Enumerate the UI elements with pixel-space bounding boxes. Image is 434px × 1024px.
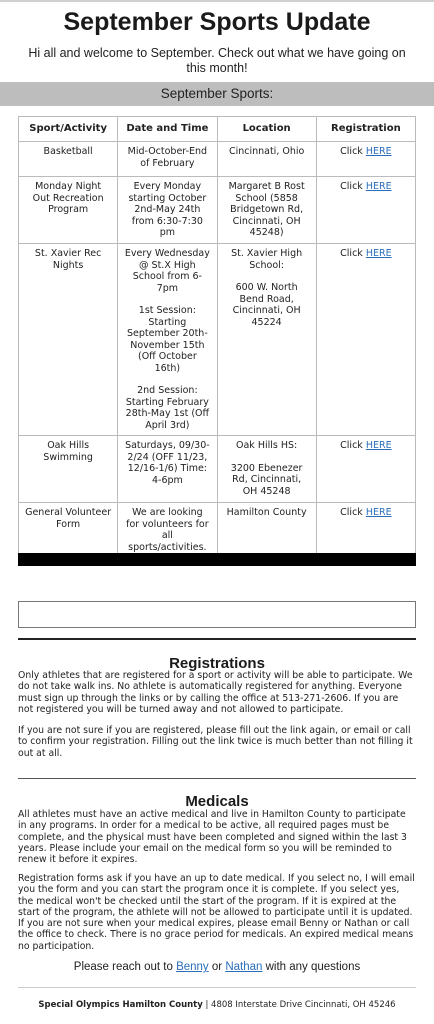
sport-cell: General Volunteer Form bbox=[19, 503, 118, 558]
date-cell bbox=[118, 503, 217, 558]
top-divider bbox=[0, 0, 434, 2]
register-link-monday-night[interactable]: HERE bbox=[365, 181, 392, 192]
click-label: Click bbox=[340, 507, 366, 518]
section-band: September Sports: bbox=[0, 82, 434, 106]
date-cell bbox=[118, 177, 217, 244]
column-header-sport: Sport/Activity bbox=[19, 117, 118, 142]
click-label: Click bbox=[340, 181, 366, 192]
sports-table bbox=[18, 116, 416, 558]
table-header-row bbox=[19, 117, 416, 142]
click-label: Click bbox=[340, 440, 366, 451]
click-label: Click bbox=[340, 248, 366, 259]
section-divider bbox=[18, 778, 416, 779]
column-header-location: Location bbox=[217, 117, 316, 142]
location-line: 3200 Ebenezer Rd, Cincinnati, OH 45248 bbox=[230, 462, 303, 497]
location-line: Cincinnati, Ohio bbox=[228, 146, 305, 157]
date-line: Saturdays, 09/30-2/24 (OFF 11/23, 12/16-1/6) Time: 4-6pm bbox=[125, 440, 210, 486]
register-link-basketball[interactable]: HERE bbox=[365, 146, 392, 157]
date-line: We are looking for volunteers for all sports/activities. bbox=[126, 507, 209, 553]
sport-cell: Basketball bbox=[19, 142, 118, 177]
date-cell bbox=[118, 244, 217, 436]
page-title: September Sports Update bbox=[63, 8, 371, 36]
date-line: 1st Session: Starting September 20th-November 15th (Off October 16th) bbox=[126, 305, 208, 374]
black-divider-bar bbox=[18, 553, 416, 566]
date-line: Mid-October-End of February bbox=[127, 146, 208, 169]
registration-cell bbox=[316, 142, 415, 177]
contact-line bbox=[0, 961, 434, 973]
register-link-swimming[interactable]: HERE bbox=[365, 440, 392, 451]
register-link-st-xavier[interactable]: HERE bbox=[365, 248, 392, 259]
location-line: Oak Hills HS: bbox=[236, 440, 298, 451]
footer bbox=[0, 1000, 434, 1010]
contact-link-benny[interactable]: Benny bbox=[176, 961, 209, 973]
date-line: Every Monday starting October 2nd-May 24th from 6:30-7:30 pm bbox=[128, 181, 207, 238]
sport-cell: Monday Night Out Recreation Program bbox=[19, 177, 118, 244]
date-line: Every Wednesday @ St.X High School from 6-7pm bbox=[124, 248, 210, 294]
date-line: 2nd Session: Starting February 28th-May 1st (Off April 3rd) bbox=[125, 385, 210, 431]
registrations-paragraph-2: If you are not sure if you are registered, please fill out the link again, or email or call to confirm your registration. Filling out the link twice is much better than not filling it out at all. bbox=[18, 725, 413, 759]
contact-suffix: with any questions bbox=[262, 961, 361, 973]
footer-divider bbox=[18, 987, 416, 988]
location-line: Hamilton County bbox=[226, 507, 307, 518]
registrations-paragraph-1: Only athletes that are registered for a sport or activity will be able to participate. We do not take walk ins. No athlete is automatically registered for anything. Everyone must sign up through the links or by calling the office at 513-271-2606. If you are not registered you will be turned away and not allowed to participate. bbox=[18, 670, 413, 715]
registration-cell bbox=[316, 436, 415, 503]
table-row bbox=[19, 142, 416, 177]
sport-cell: Oak Hills Swimming bbox=[19, 436, 118, 503]
sport-cell: St. Xavier Rec Nights bbox=[19, 244, 118, 436]
medicals-paragraph-1: All athletes must have an active medical and live in Hamilton County to participate in any programs. In order for a medical to be active, all required pages must be complete, and the physical must have been completed and signed within the last 3 years. Please include your email on the medical form so you will be reminded to renew it before it expires. bbox=[18, 809, 407, 866]
registration-cell bbox=[316, 177, 415, 244]
click-label: Click bbox=[340, 146, 366, 157]
registrations-heading: Registrations bbox=[169, 655, 265, 672]
footer-org: Special Olympics Hamilton County bbox=[38, 1000, 203, 1010]
empty-content-box bbox=[18, 601, 416, 628]
contact-or: or bbox=[208, 961, 226, 973]
medicals-heading: Medicals bbox=[185, 793, 249, 810]
location-cell bbox=[217, 142, 316, 177]
table-row bbox=[19, 503, 416, 558]
register-link-volunteer[interactable]: HERE bbox=[365, 507, 392, 518]
date-cell bbox=[118, 436, 217, 503]
section-divider bbox=[18, 638, 416, 640]
location-line: 600 W. North Bend Road, Cincinnati, OH 45224 bbox=[232, 282, 301, 328]
footer-address: | 4808 Interstate Drive Cincinnati, OH 45246 bbox=[202, 1000, 396, 1010]
column-header-registration: Registration bbox=[316, 117, 415, 142]
registration-cell bbox=[316, 503, 415, 558]
location-cell bbox=[217, 503, 316, 558]
table-row bbox=[19, 177, 416, 244]
table-row bbox=[19, 436, 416, 503]
contact-link-nathan[interactable]: Nathan bbox=[225, 961, 263, 973]
registration-cell bbox=[316, 244, 415, 436]
medicals-paragraph-2: Registration forms ask if you have an up to date medical. If you select no, I will email you the form and you can start the program once it is complete. If you select yes, the medical won't be checked until the start of the program. If it is expired at the start of the program, the athlete will not be allowed to participate until it is updated. If you are not sure when your medical expires, please email Benny or Nathan or call the office to check. There is no grace period for medicals. An expired medical means no participation. bbox=[18, 873, 415, 952]
location-cell bbox=[217, 177, 316, 244]
column-header-date: Date and Time bbox=[118, 117, 217, 142]
location-line: Margaret B Rost School (5858 Bridgetown Rd, Cincinnati, OH 45248) bbox=[228, 181, 305, 238]
contact-prefix: Please reach out to bbox=[73, 961, 177, 973]
table-row bbox=[19, 244, 416, 436]
date-cell bbox=[118, 142, 217, 177]
location-cell bbox=[217, 436, 316, 503]
intro-text: Hi all and welcome to September. Check out what we have going on this month! bbox=[28, 46, 406, 75]
location-cell bbox=[217, 244, 316, 436]
location-line: St. Xavier High School: bbox=[231, 248, 303, 271]
